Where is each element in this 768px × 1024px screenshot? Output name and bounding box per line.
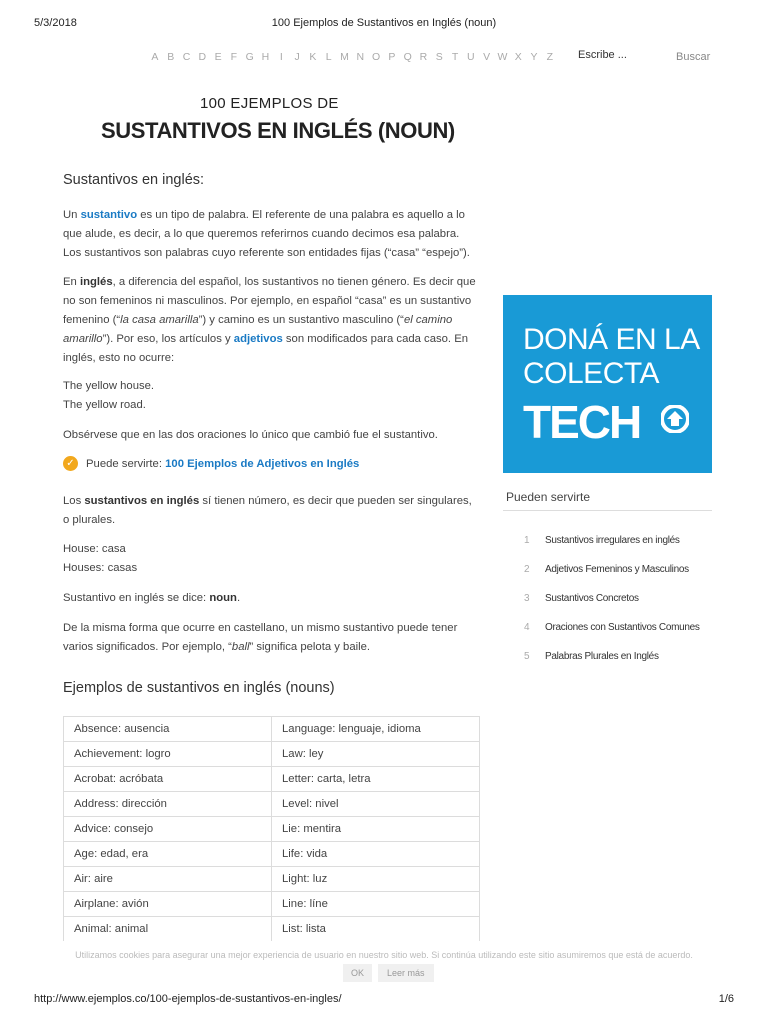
table-cell: Language: lenguaje, idioma — [272, 717, 480, 742]
bold-noun: noun — [209, 592, 237, 604]
alphabet-letter[interactable]: B — [167, 51, 175, 63]
alphabet-letter[interactable]: V — [483, 51, 491, 63]
alphabet-letter[interactable]: U — [467, 51, 475, 63]
alphabet-letter[interactable]: N — [356, 51, 365, 63]
sidebar-title: Pueden servirte — [506, 490, 591, 504]
table-cell: Lie: mentira — [272, 817, 480, 842]
paragraph-observation — [63, 426, 479, 445]
sidebar-link[interactable] — [524, 593, 639, 604]
alphabet-letter[interactable]: O — [371, 51, 381, 63]
table-row — [64, 817, 480, 842]
section-heading-ejemplos: Ejemplos de sustantivos en inglés (nouns) — [63, 680, 335, 696]
alphabet-letter[interactable]: C — [182, 51, 191, 63]
table-cell: Air: aire — [64, 867, 272, 892]
link-sustantivo[interactable]: sustantivo — [80, 209, 138, 221]
table-row — [64, 767, 480, 792]
paragraph-noun — [63, 589, 479, 608]
page-title: SUSTANTIVOS EN INGLÉS (NOUN) — [101, 118, 455, 143]
text: Un — [63, 209, 81, 221]
sidebar-link-number: 4 — [524, 622, 530, 633]
sidebar-link-number: 3 — [524, 593, 530, 604]
italic-example: el camino amarillo — [63, 314, 453, 345]
example-line: House: casa — [63, 543, 126, 555]
paragraph-definition — [63, 206, 479, 263]
sidebar-link-label: Adjetivos Femeninos y Masculinos — [545, 564, 689, 575]
alphabet-letter[interactable]: D — [198, 51, 207, 63]
sidebar-link-label: Sustantivos Concretos — [545, 593, 639, 604]
table-cell: Absence: ausencia — [64, 717, 272, 742]
alphabet-letter[interactable]: X — [514, 51, 522, 63]
alphabet-letter[interactable]: T — [451, 51, 459, 63]
print-url: http://www.ejemplos.co/100-ejemplos-de-sustantivos-en-ingles/ — [34, 993, 342, 1005]
table-row — [64, 842, 480, 867]
sidebar-link-number: 2 — [524, 564, 530, 575]
alphabet-letter[interactable]: A — [151, 51, 159, 63]
alphabet-letter[interactable]: K — [309, 51, 317, 63]
text: . — [236, 592, 241, 604]
italic-ball: ball — [231, 641, 250, 653]
bold-ingles: inglés — [79, 276, 113, 288]
cookie-text: Utilizamos cookies para asegurar una mejor experiencia de usuario en nuestro sitio web. Si continúa utilizando este sitio asumiremos que está de acuerdo. — [75, 950, 693, 960]
text: Sustantivo en inglés se dice: — [63, 592, 210, 604]
ad-banner[interactable] — [503, 295, 712, 473]
tip-label: Puede servirte: — [86, 457, 166, 470]
alphabet-letter[interactable]: J — [294, 51, 300, 63]
example-block-house — [63, 540, 479, 578]
sidebar-link[interactable] — [524, 622, 700, 633]
text: ” significa pelota y baile. — [249, 641, 371, 653]
table-cell: Advice: consejo — [64, 817, 272, 842]
table-row — [64, 917, 480, 942]
print-date: 5/3/2018 — [34, 17, 77, 29]
tip-link[interactable]: 100 Ejemplos de Adjetivos en Inglés — [165, 457, 360, 470]
cookie-ok-button[interactable]: OK — [343, 964, 372, 982]
paragraph-gender — [63, 273, 479, 368]
table-cell: Life: vida — [272, 842, 480, 867]
ad-line-2: COLECTA — [523, 357, 659, 390]
italic-example: la casa amarilla — [120, 314, 199, 326]
text: son modificados para cada caso. En inglés, esto no ocurre: — [63, 333, 469, 364]
paragraph-number — [63, 492, 479, 530]
text: ”) y camino es un sustantivo masculino (“ — [198, 314, 404, 326]
house-arrow-icon — [661, 405, 689, 433]
text: , a diferencia del español, los sustantivos no tienen género. Es decir que no son femeninos ni masculinos. Por ejemplo, en español “casa” es un sustantivo femenino (“ — [63, 276, 476, 326]
alphabet-nav — [147, 51, 558, 63]
example-line: The yellow house. — [63, 380, 155, 392]
alphabet-letter[interactable]: H — [261, 51, 270, 63]
text: De la misma forma que ocurre en castellano, un mismo sustantivo puede tener varios significados. Por ejemplo, “ — [63, 622, 458, 653]
table-cell: Law: ley — [272, 742, 480, 767]
sidebar-link[interactable] — [524, 535, 680, 546]
noun-table — [63, 716, 480, 941]
table-cell: Address: dirección — [64, 792, 272, 817]
alphabet-letter[interactable]: Y — [530, 51, 538, 63]
table-cell: Acrobat: acróbata — [64, 767, 272, 792]
text: En — [63, 276, 80, 288]
text: ”). Por eso, los artículos y — [102, 333, 234, 345]
alphabet-letter[interactable]: L — [325, 51, 332, 63]
table-row — [64, 892, 480, 917]
table-cell: Achievement: logro — [64, 742, 272, 767]
paragraph-meanings — [63, 619, 479, 657]
sidebar-link[interactable] — [524, 651, 659, 662]
cookie-bar — [0, 944, 768, 986]
text: Los — [63, 495, 85, 507]
table-cell: Line: línе — [272, 892, 480, 917]
print-page-number: 1/6 — [718, 993, 734, 1005]
sidebar-link-label: Oraciones con Sustantivos Comunes — [545, 622, 700, 633]
alphabet-letter[interactable]: S — [435, 51, 443, 63]
example-line: The yellow road. — [63, 399, 146, 411]
table-cell: List: lista — [272, 917, 480, 942]
sidebar-link-label: Sustantivos irregulares en inglés — [545, 535, 680, 546]
search-button[interactable]: Buscar — [676, 51, 711, 63]
table-viewport — [0, 716, 768, 941]
alphabet-letter[interactable]: E — [214, 51, 222, 63]
table-cell: Letter: carta, letra — [272, 767, 480, 792]
alphabet-letter[interactable]: Z — [546, 51, 554, 63]
link-adjetivos[interactable]: adjetivos — [233, 333, 283, 345]
sidebar-link-number: 5 — [524, 651, 530, 662]
alphabet-letter[interactable]: G — [245, 51, 254, 63]
table-cell: Light: luz — [272, 867, 480, 892]
example-line: Houses: casas — [63, 562, 138, 574]
alphabet-letter[interactable]: I — [279, 51, 283, 63]
title-kicker: 100 EJEMPLOS DE — [200, 95, 339, 112]
ad-line-1: DONÁ EN LA — [523, 323, 700, 356]
alphabet-letter[interactable]: M — [340, 51, 349, 63]
check-icon: ✓ — [63, 456, 78, 471]
section-heading-sustantivos: Sustantivos en inglés: — [63, 172, 205, 188]
table-cell: Age: edad, era — [64, 842, 272, 867]
alphabet-letter[interactable]: F — [230, 51, 238, 63]
sidebar-link-label: Palabras Plurales en Inglés — [545, 651, 659, 662]
table-cell: Airplane: avión — [64, 892, 272, 917]
text: es un tipo de palabra. El referente de una palabra es aquello a lo que alude, es decir, a lo que queremos referirnos cuando decimos esa palabra. Los sustantivos son palabras cuyo referente son entidades fijas (“casa” “espejo”). — [63, 209, 470, 259]
table-row — [64, 717, 480, 742]
example-block-yellow — [63, 377, 479, 415]
related-tip — [63, 456, 359, 471]
print-title: 100 Ejemplos de Sustantivos en Inglés (noun) — [271, 17, 497, 29]
table-cell: Animal: animal — [64, 917, 272, 942]
sidebar-divider — [503, 510, 712, 511]
table-cell: Level: nivel — [272, 792, 480, 817]
alphabet-letter[interactable]: W — [497, 51, 508, 63]
search-input[interactable] — [578, 49, 658, 61]
table-row — [64, 867, 480, 892]
table-row — [64, 792, 480, 817]
alphabet-letter[interactable]: P — [388, 51, 396, 63]
table-row — [64, 742, 480, 767]
sidebar-link[interactable] — [524, 564, 689, 575]
bold-sustantivos: sustantivos en inglés — [84, 495, 200, 507]
sidebar-link-number: 1 — [524, 535, 530, 546]
cookie-more-button[interactable]: Leer más — [378, 964, 434, 982]
alphabet-letter[interactable]: Q — [403, 51, 412, 63]
alphabet-letter[interactable]: R — [419, 51, 428, 63]
text: sí tienen número, es decir que pueden ser singulares, o plurales. — [63, 495, 472, 526]
text: Obsérvese que en las dos oraciones lo único que cambió fue el sustantivo. — [63, 429, 438, 441]
ad-logo-text: TECH — [523, 396, 641, 448]
